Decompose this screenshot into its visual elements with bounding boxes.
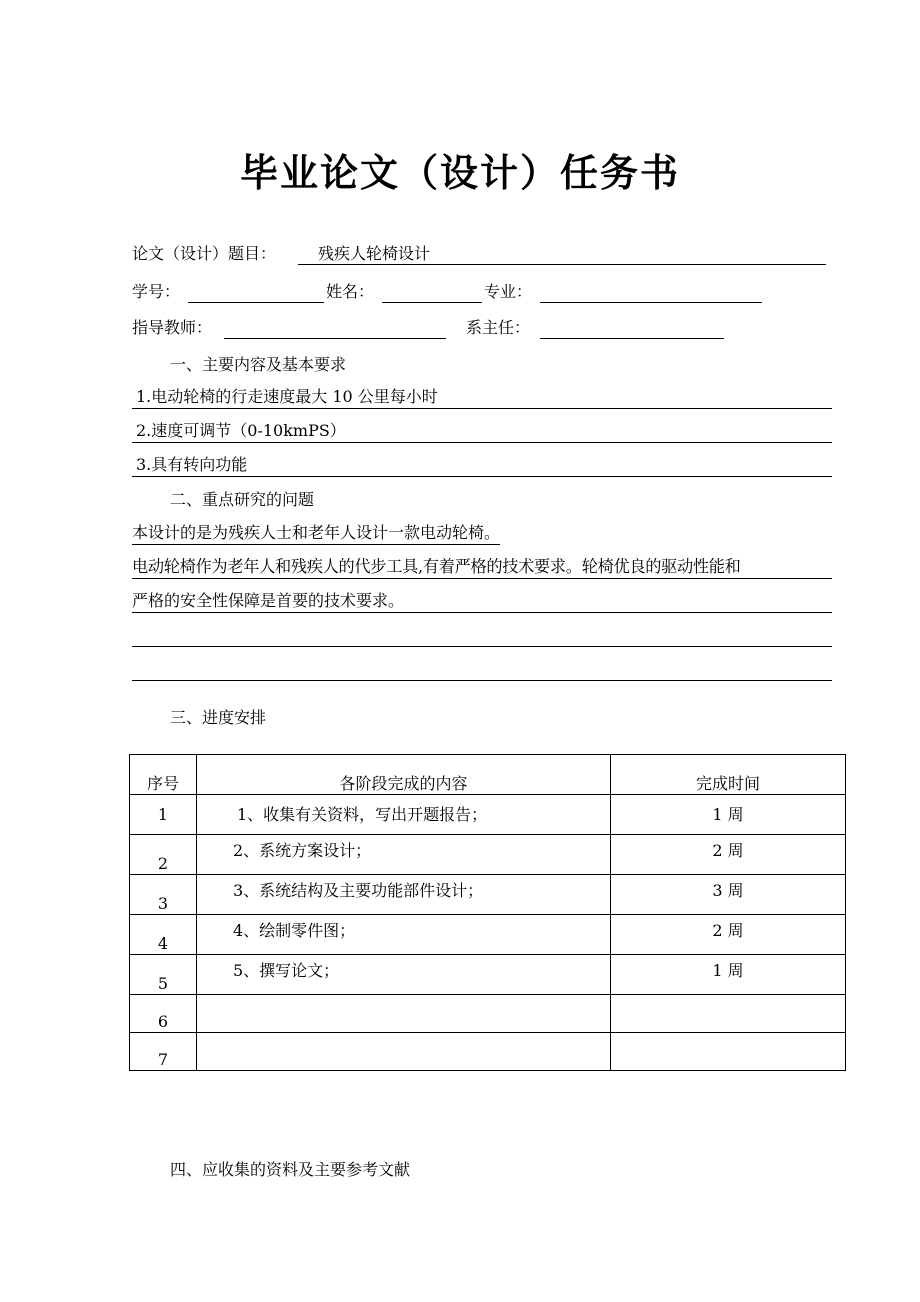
row-time: 1 周 [611, 955, 846, 995]
topic-field[interactable] [298, 244, 826, 265]
table-row [130, 955, 846, 995]
row-index: 1 [130, 795, 197, 835]
table-row [130, 1033, 846, 1071]
row-content[interactable] [197, 995, 611, 1033]
section1-line-2: 2.速度可调节（0-10kmPS） [132, 420, 832, 443]
table-row [130, 835, 846, 875]
section4-heading: 四、应收集的资料及主要参考文献 [170, 1160, 411, 1179]
section2-heading: 二、重点研究的问题 [170, 490, 315, 509]
row-index: 2 [130, 835, 197, 875]
blank-ruled-line [132, 624, 832, 647]
row-index: 5 [130, 955, 197, 995]
row-content: 3、系统结构及主要功能部件设计； [197, 875, 611, 915]
row-time[interactable] [611, 995, 846, 1033]
section1-line-3: 3.具有转向功能 [132, 454, 832, 477]
page-title: 毕业论文（设计）任务书 [239, 151, 680, 195]
row-content: 4、绘制零件图； [197, 915, 611, 955]
table-row [130, 995, 846, 1033]
student-id-label: 学号： [132, 282, 181, 301]
table-row [130, 915, 846, 955]
schedule-table [129, 754, 846, 1071]
row-index: 4 [130, 915, 197, 955]
advisor-label: 指导教师： [132, 318, 213, 337]
major-label: 专业： [484, 282, 533, 301]
row-content: 2、系统方案设计； [197, 835, 611, 875]
row-index: 7 [130, 1033, 197, 1071]
header-time: 完成时间 [611, 755, 846, 795]
name-label: 姓名： [326, 282, 375, 301]
name-field[interactable] [382, 282, 482, 303]
row-time: 1 周 [611, 795, 846, 835]
advisor-field[interactable] [224, 318, 446, 339]
topic-value: 残疾人轮椅设计 [318, 244, 431, 263]
header-index: 序号 [130, 755, 197, 795]
row-time[interactable] [611, 1033, 846, 1071]
table-row [130, 875, 846, 915]
section3-heading: 三、进度安排 [170, 708, 267, 727]
section2-line-2: 电动轮椅作为老年人和残疾人的代步工具,有着严格的技术要求。轮椅优良的驱动性能和 [132, 556, 832, 579]
table-header-row [130, 755, 846, 795]
row-index: 3 [130, 875, 197, 915]
header-content: 各阶段完成的内容 [197, 755, 611, 795]
section2-line-1: 本设计的是为残疾人士和老年人设计一款电动轮椅。 [132, 522, 500, 545]
row-content: 5、撰写论文； [197, 955, 611, 995]
dept-head-label: 系主任： [466, 318, 531, 337]
major-field[interactable] [540, 282, 762, 303]
row-time: 2 周 [611, 835, 846, 875]
dept-head-field[interactable] [540, 318, 724, 339]
row-time: 3 周 [611, 875, 846, 915]
topic-label: 论文（设计）题目： [132, 244, 277, 263]
row-index: 6 [130, 995, 197, 1033]
row-time: 2 周 [611, 915, 846, 955]
blank-ruled-line [132, 658, 832, 681]
section1-line-1: 1.电动轮椅的行走速度最大 10 公里每小时 [132, 386, 832, 409]
row-content: 1、收集有关资料，写出开题报告； [197, 795, 611, 835]
row-content[interactable] [197, 1033, 611, 1071]
student-id-field[interactable] [188, 282, 324, 303]
table-row [130, 795, 846, 835]
section1-heading: 一、主要内容及基本要求 [170, 355, 347, 374]
section2-line-3: 严格的安全性保障是首要的技术要求。 [132, 590, 832, 613]
